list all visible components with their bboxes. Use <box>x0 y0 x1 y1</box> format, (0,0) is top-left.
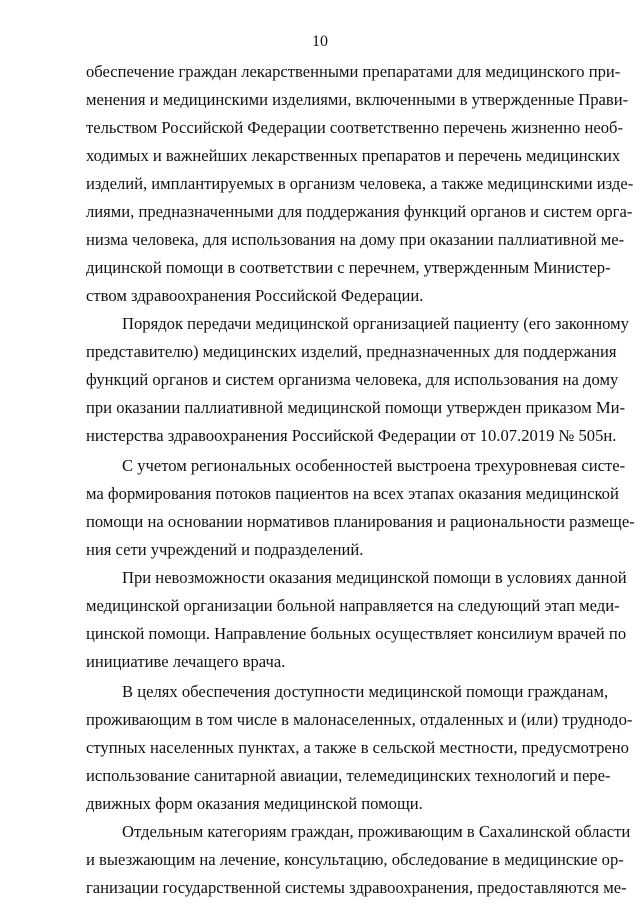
text-line: обеспечение граждан лекарственными препаратами для медицинского при- <box>86 62 621 81</box>
text-line: Отдельным категориям граждан, проживающим в Сахалинской области <box>122 822 631 841</box>
text-line: низма человека, для использования на дому при оказании паллиативной ме- <box>86 230 625 249</box>
text-line: и выезжающим на лечение, консультацию, обследование в медицинские ор- <box>86 850 624 869</box>
text-line: помощи на основании нормативов планирования и рациональности размеще- <box>86 512 635 531</box>
text-line: проживающим в том числе в малонаселенных, отдаленных и (или) труднодо- <box>86 710 633 729</box>
text-line: ходимых и важнейших лекарственных препаратов и перечень медицинских <box>86 146 621 165</box>
text-line: при оказании паллиативной медицинской помощи утвержден приказом Ми- <box>86 398 626 417</box>
text-line: дицинской помощи в соответствии с перечнем, утвержденным Министер- <box>86 258 611 277</box>
text-line: использование санитарной авиации, телемедицинских технологий и пере- <box>86 766 611 785</box>
text-line: изделий, имплантируемых в организм человека, а также медицинскими изде- <box>86 174 634 193</box>
text-line: инициативе лечащего врача. <box>86 652 286 671</box>
text-line: нистерства здравоохранения Российской Федерации от 10.07.2019 № 505н. <box>86 426 617 445</box>
text-line: тельством Российской Федерации соответственно перечень жизненно необ- <box>86 118 624 137</box>
text-line: лиями, предназначенными для поддержания функций органов и систем орга- <box>86 202 633 221</box>
text-line: представителю) медицинских изделий, предназначенных для поддержания <box>86 342 617 361</box>
text-line: ма формирования потоков пациентов на всех этапах оказания медицинской <box>86 484 619 503</box>
text-line: В целях обеспечения доступности медицинской помощи гражданам, <box>122 682 609 701</box>
text-line: ством здравоохранения Российской Федерации. <box>86 286 424 305</box>
text-line: ступных населенных пунктах, а также в сельской местности, предусмотрено <box>86 738 629 757</box>
text-line: ганизации государственной системы здравоохранения, предоставляются ме- <box>86 878 627 897</box>
page-number: 10 <box>312 33 328 50</box>
text-line: При невозможности оказания медицинской помощи в условиях данной <box>122 568 627 587</box>
text-line: движных форм оказания медицинской помощи. <box>86 794 423 813</box>
text-line: функций органов и систем организма человека, для использования на дому <box>86 370 619 389</box>
text-line: менения и медицинскими изделиями, включенными в утвержденные Прави- <box>86 90 629 109</box>
text-line: С учетом региональных особенностей выстроена трехуровневая систе- <box>122 456 626 475</box>
text-line: медицинской организации больной направляется на следующий этап меди- <box>86 596 620 615</box>
text-line: цинской помощи. Направление больных осуществляет консилиум врачей по <box>86 624 627 643</box>
text-line: Порядок передачи медицинской организацией пациенту (его законному <box>122 314 629 333</box>
text-line: ния сети учреждений и подразделений. <box>86 540 364 559</box>
